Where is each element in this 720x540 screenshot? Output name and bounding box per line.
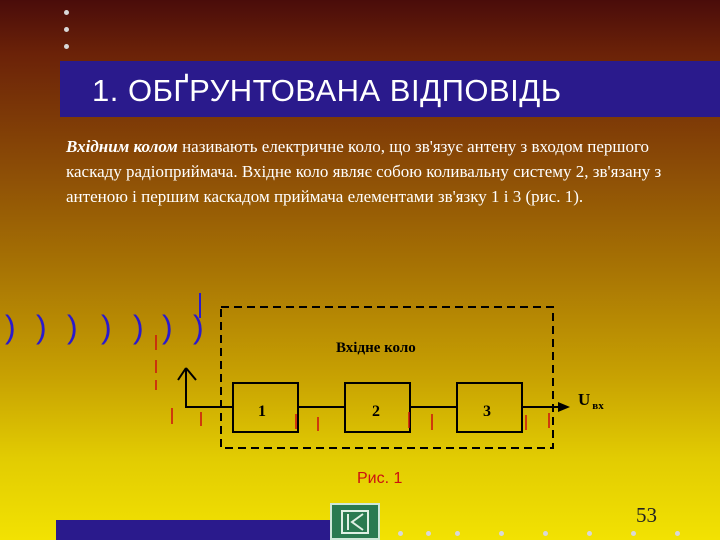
radio-wave: ) xyxy=(101,309,112,345)
radio-wave: ) xyxy=(5,309,16,345)
decor-dot xyxy=(64,27,69,32)
input-circuit-label: Вхідне коло xyxy=(336,340,416,356)
bottom-band xyxy=(56,520,336,540)
definition-term: Вхідним колом xyxy=(66,137,178,156)
figure-caption: Рис. 1 xyxy=(357,470,403,487)
decor-dot xyxy=(587,531,592,536)
decor-dot xyxy=(543,531,548,536)
first-slide-button[interactable] xyxy=(330,503,380,540)
decor-dot xyxy=(64,10,69,15)
radio-wave: ) xyxy=(133,309,144,345)
input-circuit-boundary xyxy=(221,307,553,448)
decor-dot xyxy=(455,531,460,536)
output-label: U $_{вх}$ xyxy=(578,390,604,412)
block-2-label: 2 xyxy=(372,403,380,420)
radio-wave: ) xyxy=(162,309,173,345)
decor-dot xyxy=(64,44,69,49)
block-3-label: 3 xyxy=(483,403,491,420)
output-arrow xyxy=(558,402,570,412)
antenna-arm-left xyxy=(178,368,186,380)
radio-wave: ) xyxy=(67,309,78,345)
block-1-label: 1 xyxy=(258,403,266,420)
decor-dot xyxy=(631,531,636,536)
definition-paragraph xyxy=(66,134,706,209)
decor-dot xyxy=(398,531,403,536)
radio-wave: ) xyxy=(193,309,204,345)
antenna-arm-right xyxy=(186,368,196,380)
definition-text: називають електричне коло, що зв'язує антену з входом першого каскаду радіоприймача. Вхідне коло являє собою коливальну систему 2, зв'язану з антеною і першим каскадом приймача елементами зв'язку 1 і 3 (рис. 1). xyxy=(66,137,662,206)
first-slide-icon xyxy=(332,505,378,538)
decor-dot xyxy=(675,531,680,536)
page-number: 53 xyxy=(636,503,657,527)
radio-wave: ) xyxy=(36,309,47,345)
input-circuit-diagram xyxy=(0,290,720,470)
antenna-feed-line xyxy=(186,407,232,408)
slide-title: 1. ОБҐРУНТОВАНА ВІДПОВІДЬ xyxy=(92,73,562,108)
decor-dot xyxy=(499,531,504,536)
decor-dot xyxy=(426,531,431,536)
